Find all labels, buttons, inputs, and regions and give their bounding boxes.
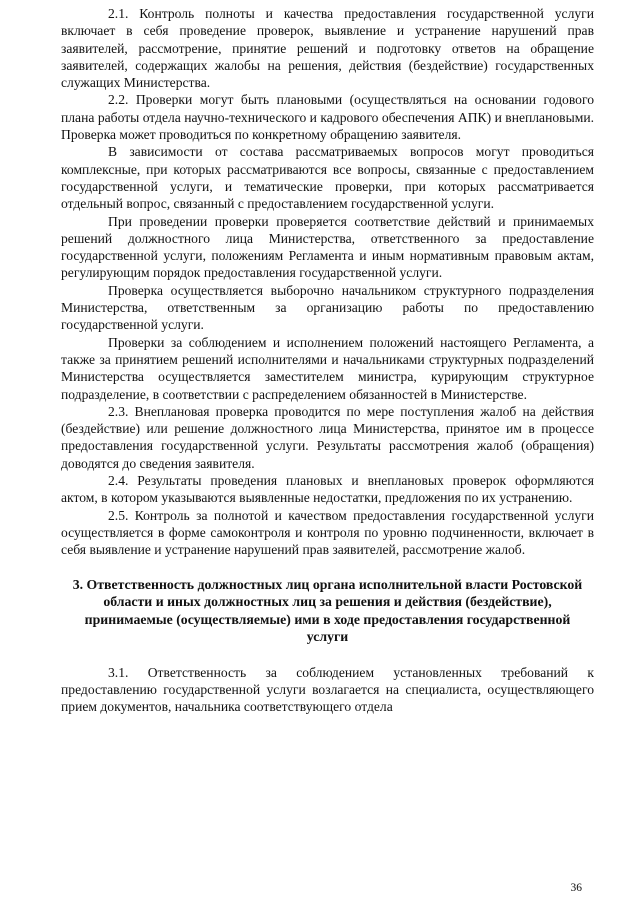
paragraph-2-5: 2.5. Контроль за полнотой и качеством предоставления государственной услуги осуществляется в форме самоконтроля и контроля по уровню подчиненности, включает в себя выявление и устранение нарушений прав заявителей, рассмотрение жалоб. (61, 507, 594, 558)
paragraph-2-1: 2.1. Контроль полноты и качества предоставления государственной услуги включает в себя проведение проверок, выявление и устранение нарушений прав заявителей, рассмотрение, принятие решений и подготовку ответов на обращение заявителей, содержащих жалобы на решения, действия (бездействие) государственных служащих Министерства. (61, 6, 594, 91)
paragraph-2-3: 2.3. Внеплановая проверка проводится по мере поступления жалоб на действия (бездействие) или решение должностного лица Министерства, принятое им в процессе предоставления государственной услуги. Результаты рассмотрения жалоб (обращения) доводятся до сведения заявителя. (61, 403, 594, 471)
page-number: 36 (570, 882, 582, 894)
paragraph-2-4: 2.4. Результаты проведения плановых и внеплановых проверок оформляются актом, в котором указываются выявленные недостатки, предложения по их устранению. (61, 473, 594, 506)
paragraph-check-deputy: Проверки за соблюдением и исполнением положений настоящего Регламента, а также за принятием решений исполнителями и начальниками структурных подразделений Министерства осуществляется заместителем министра, курирующим структурное подразделение, в соответствии с распределением обязанностей в Министерстве. (61, 334, 594, 402)
paragraph-check-conduct: При проведении проверки проверяется соответствие действий и принимаемых решений должностного лица Министерства, ответственного за предоставление государственной услуги, положениям Регламента и иным нормативным правовым актам, регулирующим порядок предоставления государственной услуги. (61, 213, 594, 281)
paragraph-check-types: В зависимости от состава рассматриваемых вопросов могут проводиться комплексные, при которых рассматриваются все вопросы, связанные с предоставлением государственной услуги, и тематические проверки, при которых рассматривается отдельный вопрос, связанный с предоставлением государственной услуги. (61, 144, 594, 212)
paragraph-check-performer: Проверка осуществляется выборочно начальником структурного подразделения Министерства, ответственным за организацию работы по предоставлению государственной услуги. (61, 282, 594, 333)
document-body (61, 5, 594, 715)
section-3-heading (61, 576, 594, 646)
section-3-title: 3. Ответственность должностных лиц органа исполнительной власти Ростовской области и иных должностных лиц за решения и действия (бездействие), принимаемые (осуществляемые) ими в ходе предоставления государственной услуги (72, 576, 583, 644)
paragraph-3-1: 3.1. Ответственность за соблюдением установленных требований к предоставлению государственной услуги возлагается на специалиста, осуществляющего прием документов, начальника соответствующего отдела (61, 664, 594, 715)
paragraph-2-2: 2.2. Проверки могут быть плановыми (осуществляться на основании годового плана работы отдела научно-технического и кадрового обеспечения АПК) и внеплановыми. Проверка может проводиться по конкретному обращению заявителя. (61, 92, 594, 143)
